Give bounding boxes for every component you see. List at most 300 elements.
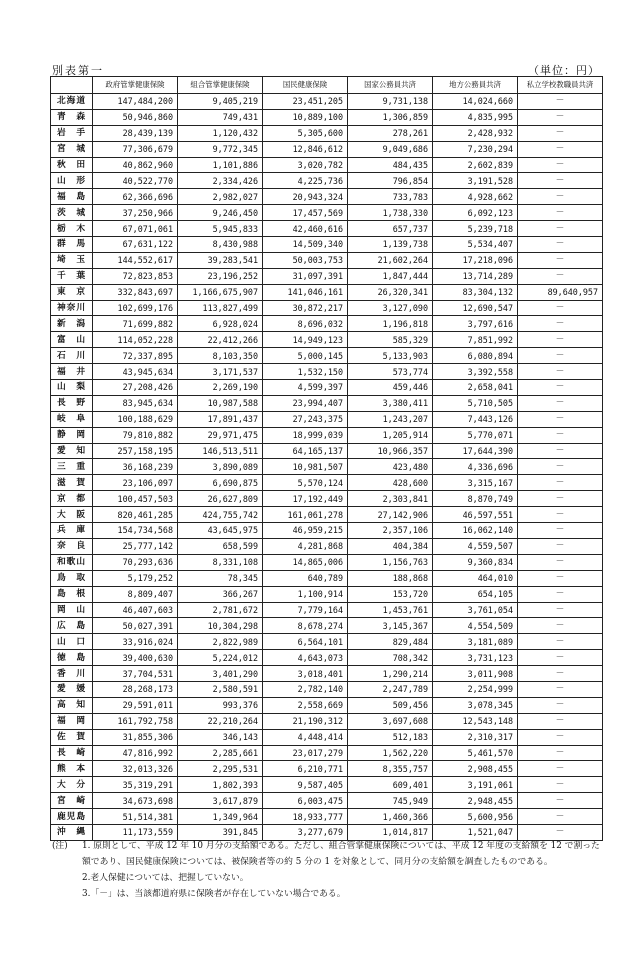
- amount-cell: 2,303,841: [348, 491, 433, 507]
- amount-cell: 79,810,882: [93, 427, 178, 443]
- amount-cell: 424,755,742: [178, 507, 263, 523]
- amount-cell: 4,554,509: [433, 618, 518, 634]
- amount-cell: 1,521,047: [433, 824, 518, 840]
- note-number: 2.: [82, 873, 91, 883]
- benefit-table: [50, 76, 603, 841]
- amount-cell: 2,247,789: [348, 681, 433, 697]
- prefecture-cell: 青 森: [51, 109, 93, 125]
- unit-label: （単位：円）: [528, 64, 600, 77]
- table-row: [51, 554, 603, 570]
- amount-cell: －: [518, 364, 603, 380]
- amount-cell: 10,981,507: [263, 459, 348, 475]
- amount-cell: －: [518, 554, 603, 570]
- amount-cell: 39,283,541: [178, 252, 263, 268]
- prefecture-cell: 沖 縄: [51, 824, 93, 840]
- prefecture-cell: 静 岡: [51, 427, 93, 443]
- amount-cell: 484,435: [348, 157, 433, 173]
- amount-cell: 7,779,164: [263, 602, 348, 618]
- table-row: [51, 411, 603, 427]
- amount-cell: 2,782,140: [263, 681, 348, 697]
- amount-cell: －: [518, 459, 603, 475]
- amount-cell: 17,218,096: [433, 252, 518, 268]
- amount-cell: 37,704,531: [93, 666, 178, 682]
- table-row: [51, 618, 603, 634]
- amount-cell: 5,710,505: [433, 395, 518, 411]
- amount-cell: 1,847,444: [348, 268, 433, 284]
- amount-cell: 50,003,753: [263, 252, 348, 268]
- amount-cell: －: [518, 681, 603, 697]
- prefecture-cell: 兵 庫: [51, 523, 93, 539]
- amount-cell: 14,865,006: [263, 554, 348, 570]
- amount-cell: 1,532,150: [263, 364, 348, 380]
- amount-cell: 43,645,975: [178, 523, 263, 539]
- table-row: [51, 475, 603, 491]
- amount-cell: －: [518, 252, 603, 268]
- amount-cell: 404,384: [348, 538, 433, 554]
- amount-cell: 36,168,239: [93, 459, 178, 475]
- amount-cell: 1,100,914: [263, 586, 348, 602]
- amount-cell: 4,643,073: [263, 650, 348, 666]
- table-row: [51, 189, 603, 205]
- amount-cell: 3,890,089: [178, 459, 263, 475]
- amount-cell: 13,714,289: [433, 268, 518, 284]
- amount-cell: 46,597,551: [433, 507, 518, 523]
- amount-cell: －: [518, 618, 603, 634]
- amount-cell: 14,024,660: [433, 94, 518, 110]
- prefecture-cell: 富 山: [51, 332, 93, 348]
- amount-cell: －: [518, 777, 603, 793]
- amount-cell: 4,225,736: [263, 173, 348, 189]
- table-row: [51, 729, 603, 745]
- amount-cell: －: [518, 300, 603, 316]
- table-row: [51, 173, 603, 189]
- amount-cell: 89,640,957: [518, 284, 603, 300]
- prefecture-cell: 島 根: [51, 586, 93, 602]
- amount-cell: 657,737: [348, 221, 433, 237]
- prefecture-cell: 岐 阜: [51, 411, 93, 427]
- amount-cell: 464,010: [433, 570, 518, 586]
- amount-cell: 40,862,960: [93, 157, 178, 173]
- prefecture-cell: 埼 玉: [51, 252, 93, 268]
- prefecture-cell: 福 岡: [51, 713, 93, 729]
- amount-cell: 16,062,140: [433, 523, 518, 539]
- table-row: [51, 634, 603, 650]
- table-row: [51, 697, 603, 713]
- amount-cell: 3,401,290: [178, 666, 263, 682]
- amount-cell: 12,690,547: [433, 300, 518, 316]
- prefecture-cell: 和歌山: [51, 554, 93, 570]
- amount-cell: 9,587,405: [263, 777, 348, 793]
- amount-cell: －: [518, 94, 603, 110]
- amount-cell: 9,360,834: [433, 554, 518, 570]
- amount-cell: 993,376: [178, 697, 263, 713]
- amount-cell: 4,336,696: [433, 459, 518, 475]
- amount-cell: 21,190,312: [263, 713, 348, 729]
- amount-cell: 2,658,041: [433, 380, 518, 396]
- amount-cell: 5,133,903: [348, 348, 433, 364]
- note-number: 1.: [82, 841, 91, 851]
- amount-cell: －: [518, 666, 603, 682]
- table-row: [51, 681, 603, 697]
- amount-cell: 29,591,011: [93, 697, 178, 713]
- amount-cell: 2,982,027: [178, 189, 263, 205]
- amount-cell: 3,380,411: [348, 395, 433, 411]
- prefecture-cell: 宮 崎: [51, 793, 93, 809]
- amount-cell: 1,738,330: [348, 205, 433, 221]
- amount-cell: －: [518, 395, 603, 411]
- amount-cell: 7,230,294: [433, 141, 518, 157]
- amount-cell: 9,246,450: [178, 205, 263, 221]
- amount-cell: 391,845: [178, 824, 263, 840]
- amount-cell: 7,443,126: [433, 411, 518, 427]
- amount-cell: －: [518, 824, 603, 840]
- amount-cell: 7,851,992: [433, 332, 518, 348]
- amount-cell: 6,928,024: [178, 316, 263, 332]
- amount-cell: 51,514,381: [93, 809, 178, 825]
- amount-cell: 2,948,455: [433, 793, 518, 809]
- amount-cell: 114,052,228: [93, 332, 178, 348]
- amount-cell: 18,999,039: [263, 427, 348, 443]
- notes: [52, 838, 608, 902]
- amount-cell: 40,522,770: [93, 173, 178, 189]
- amount-cell: 2,580,591: [178, 681, 263, 697]
- prefecture-cell: 香 川: [51, 666, 93, 682]
- prefecture-cell: 岡 山: [51, 602, 93, 618]
- amount-cell: 78,345: [178, 570, 263, 586]
- amount-cell: 28,439,139: [93, 125, 178, 141]
- prefecture-cell: 佐 賀: [51, 729, 93, 745]
- amount-cell: 39,400,630: [93, 650, 178, 666]
- amount-cell: 5,239,718: [433, 221, 518, 237]
- prefecture-cell: 秋 田: [51, 157, 93, 173]
- amount-cell: －: [518, 650, 603, 666]
- amount-cell: 8,355,757: [348, 761, 433, 777]
- amount-cell: 9,731,138: [348, 94, 433, 110]
- amount-cell: 35,319,291: [93, 777, 178, 793]
- amount-cell: 3,761,054: [433, 602, 518, 618]
- amount-cell: 8,331,108: [178, 554, 263, 570]
- amount-cell: 67,631,122: [93, 237, 178, 253]
- amount-cell: 6,003,475: [263, 793, 348, 809]
- note-text: 原則として、平成 12 年 10 月分の支給額である。ただし、組合管掌健康保険については、平成 12 年度の支給額を 12 で割った額であり、国民健康保険については、被保険者等の約 5 分の 1 を対象として、同月分の支給額を調査したものである。: [82, 841, 600, 867]
- amount-cell: 17,192,449: [263, 491, 348, 507]
- amount-cell: 30,872,217: [263, 300, 348, 316]
- amount-cell: 2,357,106: [348, 523, 433, 539]
- table-row: [51, 125, 603, 141]
- amount-cell: 17,644,390: [433, 443, 518, 459]
- table-caption: 別表第一: [52, 64, 104, 77]
- amount-cell: 3,277,679: [263, 824, 348, 840]
- amount-cell: －: [518, 634, 603, 650]
- amount-cell: 3,617,879: [178, 793, 263, 809]
- amount-cell: 3,392,558: [433, 364, 518, 380]
- amount-cell: 4,928,662: [433, 189, 518, 205]
- amount-cell: 4,835,995: [433, 109, 518, 125]
- amount-cell: 10,889,100: [263, 109, 348, 125]
- amount-cell: 72,823,853: [93, 268, 178, 284]
- table-row: [51, 300, 603, 316]
- amount-cell: －: [518, 332, 603, 348]
- amount-cell: －: [518, 316, 603, 332]
- table-row: [51, 252, 603, 268]
- prefecture-cell: 宮 城: [51, 141, 93, 157]
- amount-cell: 31,097,391: [263, 268, 348, 284]
- amount-cell: 9,405,219: [178, 94, 263, 110]
- prefecture-cell: 山 形: [51, 173, 93, 189]
- amount-cell: 459,446: [348, 380, 433, 396]
- prefecture-cell: 愛 知: [51, 443, 93, 459]
- amount-cell: 3,191,061: [433, 777, 518, 793]
- amount-cell: 1,101,886: [178, 157, 263, 173]
- amount-cell: －: [518, 348, 603, 364]
- amount-cell: －: [518, 491, 603, 507]
- amount-cell: 161,792,758: [93, 713, 178, 729]
- amount-cell: －: [518, 427, 603, 443]
- amount-cell: 14,509,340: [263, 237, 348, 253]
- table-row: [51, 761, 603, 777]
- amount-cell: 1,166,675,907: [178, 284, 263, 300]
- table-row: [51, 94, 603, 110]
- prefecture-cell: 広 島: [51, 618, 93, 634]
- amount-cell: 77,306,679: [93, 141, 178, 157]
- amount-cell: 1,562,220: [348, 745, 433, 761]
- amount-cell: 27,142,906: [348, 507, 433, 523]
- amount-cell: 5,224,012: [178, 650, 263, 666]
- amount-cell: －: [518, 475, 603, 491]
- amount-cell: 2,602,839: [433, 157, 518, 173]
- amount-cell: 1,453,761: [348, 602, 433, 618]
- amount-cell: －: [518, 221, 603, 237]
- amount-cell: 17,891,437: [178, 411, 263, 427]
- prefecture-cell: 大 分: [51, 777, 93, 793]
- table-row: [51, 316, 603, 332]
- amount-cell: 5,534,407: [433, 237, 518, 253]
- amount-cell: 71,699,882: [93, 316, 178, 332]
- amount-cell: 423,480: [348, 459, 433, 475]
- prefecture-cell: 奈 良: [51, 538, 93, 554]
- amount-cell: 4,448,414: [263, 729, 348, 745]
- table-row: [51, 427, 603, 443]
- amount-cell: 147,484,200: [93, 94, 178, 110]
- table-row: [51, 538, 603, 554]
- table-row: [51, 491, 603, 507]
- amount-cell: 9,772,345: [178, 141, 263, 157]
- note-3: [52, 886, 608, 902]
- amount-cell: 47,816,992: [93, 745, 178, 761]
- amount-cell: －: [518, 443, 603, 459]
- amount-cell: 6,564,101: [263, 634, 348, 650]
- amount-cell: 2,781,672: [178, 602, 263, 618]
- amount-cell: 5,000,145: [263, 348, 348, 364]
- amount-cell: 83,304,132: [433, 284, 518, 300]
- prefecture-cell: 岩 手: [51, 125, 93, 141]
- amount-cell: 11,173,559: [93, 824, 178, 840]
- prefecture-cell: 石 川: [51, 348, 93, 364]
- amount-cell: 5,461,570: [433, 745, 518, 761]
- amount-cell: －: [518, 602, 603, 618]
- amount-cell: 1,460,366: [348, 809, 433, 825]
- amount-cell: 3,018,401: [263, 666, 348, 682]
- amount-cell: 8,696,032: [263, 316, 348, 332]
- prefecture-cell: 山 梨: [51, 380, 93, 396]
- amount-cell: 23,106,097: [93, 475, 178, 491]
- table-row: [51, 284, 603, 300]
- amount-cell: 12,846,612: [263, 141, 348, 157]
- amount-cell: 6,080,894: [433, 348, 518, 364]
- column-header: [51, 77, 93, 94]
- amount-cell: 3,011,908: [433, 666, 518, 682]
- prefecture-cell: 北海道: [51, 94, 93, 110]
- table-row: [51, 602, 603, 618]
- table-row: [51, 141, 603, 157]
- amount-cell: 8,103,350: [178, 348, 263, 364]
- table-row: [51, 713, 603, 729]
- amount-cell: 509,456: [348, 697, 433, 713]
- amount-cell: 144,552,617: [93, 252, 178, 268]
- table-row: [51, 523, 603, 539]
- amount-cell: 820,461,285: [93, 507, 178, 523]
- amount-cell: 428,600: [348, 475, 433, 491]
- amount-cell: 12,543,148: [433, 713, 518, 729]
- amount-cell: 141,046,161: [263, 284, 348, 300]
- amount-cell: 1,349,964: [178, 809, 263, 825]
- amount-cell: 31,855,306: [93, 729, 178, 745]
- table-row: [51, 745, 603, 761]
- column-header: 国家公務員共済: [348, 77, 433, 94]
- amount-cell: －: [518, 157, 603, 173]
- table-row: [51, 395, 603, 411]
- amount-cell: －: [518, 523, 603, 539]
- amount-cell: －: [518, 713, 603, 729]
- amount-cell: 5,305,600: [263, 125, 348, 141]
- amount-cell: 20,943,324: [263, 189, 348, 205]
- prefecture-cell: 愛 媛: [51, 681, 93, 697]
- prefecture-cell: 滋 賀: [51, 475, 93, 491]
- note-1: [82, 838, 608, 870]
- amount-cell: 6,210,771: [263, 761, 348, 777]
- amount-cell: 658,599: [178, 538, 263, 554]
- table-row: [51, 380, 603, 396]
- amount-cell: 3,731,123: [433, 650, 518, 666]
- amount-cell: 1,290,214: [348, 666, 433, 682]
- amount-cell: 22,412,266: [178, 332, 263, 348]
- amount-cell: 43,945,634: [93, 364, 178, 380]
- table-row: [51, 666, 603, 682]
- amount-cell: 1,306,859: [348, 109, 433, 125]
- amount-cell: 1,243,207: [348, 411, 433, 427]
- table-row: [51, 237, 603, 253]
- amount-cell: 26,627,809: [178, 491, 263, 507]
- prefecture-cell: 徳 島: [51, 650, 93, 666]
- amount-cell: 83,945,634: [93, 395, 178, 411]
- amount-cell: 829,484: [348, 634, 433, 650]
- amount-cell: 3,697,608: [348, 713, 433, 729]
- note-text: 老人保健については、把握していない。: [90, 873, 249, 883]
- amount-cell: 2,310,317: [433, 729, 518, 745]
- amount-cell: 50,027,391: [93, 618, 178, 634]
- amount-cell: －: [518, 586, 603, 602]
- amount-cell: 3,181,089: [433, 634, 518, 650]
- amount-cell: 3,797,616: [433, 316, 518, 332]
- amount-cell: 23,451,205: [263, 94, 348, 110]
- prefecture-cell: 茨 城: [51, 205, 93, 221]
- amount-cell: 23,196,252: [178, 268, 263, 284]
- table-row: [51, 348, 603, 364]
- prefecture-cell: 福 島: [51, 189, 93, 205]
- amount-cell: 14,949,123: [263, 332, 348, 348]
- amount-cell: －: [518, 173, 603, 189]
- amount-cell: 654,105: [433, 586, 518, 602]
- amount-cell: 21,602,264: [348, 252, 433, 268]
- amount-cell: 33,916,024: [93, 634, 178, 650]
- amount-cell: 154,734,568: [93, 523, 178, 539]
- table-row: [51, 570, 603, 586]
- amount-cell: －: [518, 538, 603, 554]
- note-2: [52, 870, 608, 886]
- amount-cell: －: [518, 697, 603, 713]
- prefecture-cell: 福 井: [51, 364, 93, 380]
- amount-cell: 733,783: [348, 189, 433, 205]
- amount-cell: 3,191,528: [433, 173, 518, 189]
- amount-cell: 257,158,195: [93, 443, 178, 459]
- amount-cell: 5,179,252: [93, 570, 178, 586]
- notes-label: (注): [52, 841, 68, 851]
- amount-cell: －: [518, 570, 603, 586]
- amount-cell: 146,513,511: [178, 443, 263, 459]
- table-row: [51, 459, 603, 475]
- amount-cell: －: [518, 237, 603, 253]
- header-row: [51, 77, 603, 94]
- amount-cell: 745,949: [348, 793, 433, 809]
- table-row: [51, 793, 603, 809]
- amount-cell: 749,431: [178, 109, 263, 125]
- amount-cell: 188,868: [348, 570, 433, 586]
- amount-cell: 1,139,738: [348, 237, 433, 253]
- amount-cell: 512,183: [348, 729, 433, 745]
- amount-cell: 62,366,696: [93, 189, 178, 205]
- amount-cell: －: [518, 729, 603, 745]
- amount-cell: 23,994,407: [263, 395, 348, 411]
- amount-cell: 796,854: [348, 173, 433, 189]
- amount-cell: 8,678,274: [263, 618, 348, 634]
- amount-cell: 609,401: [348, 777, 433, 793]
- amount-cell: 4,281,868: [263, 538, 348, 554]
- table-row: [51, 364, 603, 380]
- prefecture-cell: 千 葉: [51, 268, 93, 284]
- table-row: [51, 586, 603, 602]
- amount-cell: 29,971,475: [178, 427, 263, 443]
- amount-cell: 22,210,264: [178, 713, 263, 729]
- amount-cell: 1,205,914: [348, 427, 433, 443]
- amount-cell: 1,014,817: [348, 824, 433, 840]
- amount-cell: －: [518, 268, 603, 284]
- amount-cell: 113,827,499: [178, 300, 263, 316]
- amount-cell: －: [518, 125, 603, 141]
- prefecture-cell: 長 野: [51, 395, 93, 411]
- amount-cell: 3,171,537: [178, 364, 263, 380]
- amount-cell: 4,559,507: [433, 538, 518, 554]
- note-number: 3.: [82, 889, 91, 899]
- amount-cell: 3,127,090: [348, 300, 433, 316]
- amount-cell: 1,156,763: [348, 554, 433, 570]
- amount-cell: 5,945,833: [178, 221, 263, 237]
- amount-cell: －: [518, 109, 603, 125]
- amount-cell: 2,334,426: [178, 173, 263, 189]
- amount-cell: 28,268,173: [93, 681, 178, 697]
- amount-cell: 72,337,895: [93, 348, 178, 364]
- amount-cell: 9,049,686: [348, 141, 433, 157]
- table-row: [51, 650, 603, 666]
